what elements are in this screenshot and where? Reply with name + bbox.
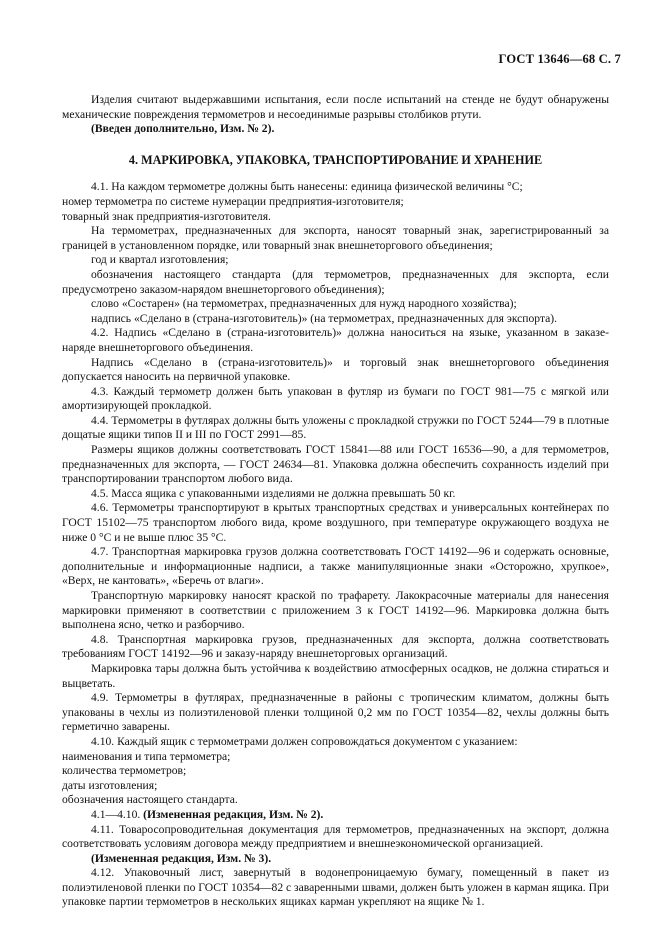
paragraph: обозначения настоящего стандарта (для термометров, предназначенных для экспорта, если предусмотрено заказом-нарядом внешнеторгового объединения); [62,267,609,296]
list-item: даты изготовления; [62,778,158,792]
paragraph: 4.12. Упаковочный лист, завернутый в водонепроницаемую бумагу, помещенный в пакет из полиэтиленовой пленки по ГОСТ 10354—82 с заваренными швами, должен быть уложен в карман ящика. При упаковке партии термометров в нескольких ящиках карман укрепляют на ящике № 1. [62,866,609,909]
paragraph: 4.10. Каждый ящик с термометрами должен сопровождаться документом с указанием: [91,734,518,748]
paragraph: 4.1. На каждом термометре должны быть нанесены: единица физической величины °С; [91,180,523,194]
paragraph: Изделия считают выдержавшими испытания, если после испытаний на стенде не будут обнаружены механические повреждения термометров и несоединимые разрывы столбиков ртути. [62,93,609,121]
paragraph: 4.8. Транспортная маркировка грузов, предназначенных для экспорта, должна соответствовать требованиям ГОСТ 14192—96 и заказу-наряду внешнеторговых организаций. [62,632,609,661]
list-item: количества термометров; [62,764,187,778]
paragraph: Надпись «Сделано в (страна-изготовитель)» и торговый знак внешнеторгового объединения допускается наносить на первичной упаковке. [62,355,609,384]
paragraph: 4.11. Товаросопроводительная документация для термометров, предназначенных на экспорт, должна соответствовать условиям договора между предприятием и внешнеэкономической организацией. [62,822,609,851]
amendment-note-bold: (Измененная редакция, Изм. № 2). [143,807,324,821]
paragraph: год и квартал изготовления; [91,253,229,267]
section-title: 4. МАРКИРОВКА, УПАКОВКА, ТРАНСПОРТИРОВАНИЕ И ХРАНЕНИЕ [128,152,543,167]
paragraph: товарный знак предприятия-изготовителя. [62,209,271,223]
paragraph: номер термометра по системе нумерации предприятия-изготовителя; [62,194,404,208]
paragraph: На термометрах, предназначенных для экспорта, наносят товарный знак, зарегистрированный за границей в установленном порядке, или товарный знак внешнеторгового объединения; [62,224,609,252]
paragraph: надпись «Сделано в (страна-изготовитель)» (на термометрах, предназначенных для экспорта). [91,311,558,325]
list-item: обозначения настоящего стандарта. [62,793,238,807]
amendment-note: (Измененная редакция, Изм. № 3). [91,851,272,865]
paragraph: слово «Состарен» (на термометрах, предназначенных для нужд народного хозяйства); [91,297,517,311]
paragraph: 4.2. Надпись «Сделано в (страна-изготовитель)» должна наноситься на языке, указанном в заказе-наряде внешнеторгового объединения. [62,326,609,354]
list-item: наименования и типа термометра; [62,749,231,763]
paragraph: 4.3. Каждый термометр должен быть упакован в футляр из бумаги по ГОСТ 981—75 с мягкой или амортизирующей прокладкой. [62,384,609,413]
paragraph: 4.4. Термометры в футлярах должны быть уложены с прокладкой стружки по ГОСТ 5244—79 в плотные дощатые ящики типов II и III по ГОСТ 2991—85. [62,413,609,442]
paragraph: Размеры ящиков должны соответствовать ГОСТ 15841—88 или ГОСТ 16536—90, а для термометров, предназначенных для экспорта, — ГОСТ 24634—81. Упаковка должна обеспечить сохранность изделий при транспортировании транспортом любого вида. [62,443,609,486]
paragraph: 4.6. Термометры транспортируют в крытых транспортных средствах и универсальных контейнерах по ГОСТ 15102—75 транспортом любого вида, кроме воздушного, при температуре окружающего воздуха не ниже 0 °С и не выше плюс 35 °С. [62,501,609,544]
paragraph: Транспортную маркировку наносят краской по трафарету. Лакокрасочные материалы для нанесения маркировки применяют в соответствии с приложением 3 к ГОСТ 14192—96. Маркировка должна быть выполнена ясно, четко и разборчиво. [62,589,609,632]
amendment-note: (Введен дополнительно, Изм. № 2). [91,122,275,136]
amendment-range: 4.1—4.10. [91,807,144,821]
paragraph: 4.7. Транспортная маркировка грузов должна соответствовать ГОСТ 14192—96 и содержать основные, дополнительные и информационные надписи, а также манипуляционные знаки «Осторожно, хрупкое», «Верх, не кантовать», «Беречь от влаги». [62,545,609,588]
page-header: ГОСТ 13646—68 С. 7 [498,52,621,66]
paragraph: 4.5. Масса ящика с упакованными изделиями не должна превышать 50 кг. [91,486,456,500]
document-body [62,93,609,910]
amendment-note [62,808,609,823]
paragraph: Маркировка тары должна быть устойчива к воздействию атмосферных осадков, не должна стираться и выцветать. [62,661,609,690]
paragraph: 4.9. Термометры в футлярах, предназначенные в районы с тропическим климатом, должны быть упакованы в чехлы из полиэтиленовой пленки толщиной 0,2 мм по ГОСТ 10354—82, чехлы должны быть герметично заварены. [62,691,609,734]
